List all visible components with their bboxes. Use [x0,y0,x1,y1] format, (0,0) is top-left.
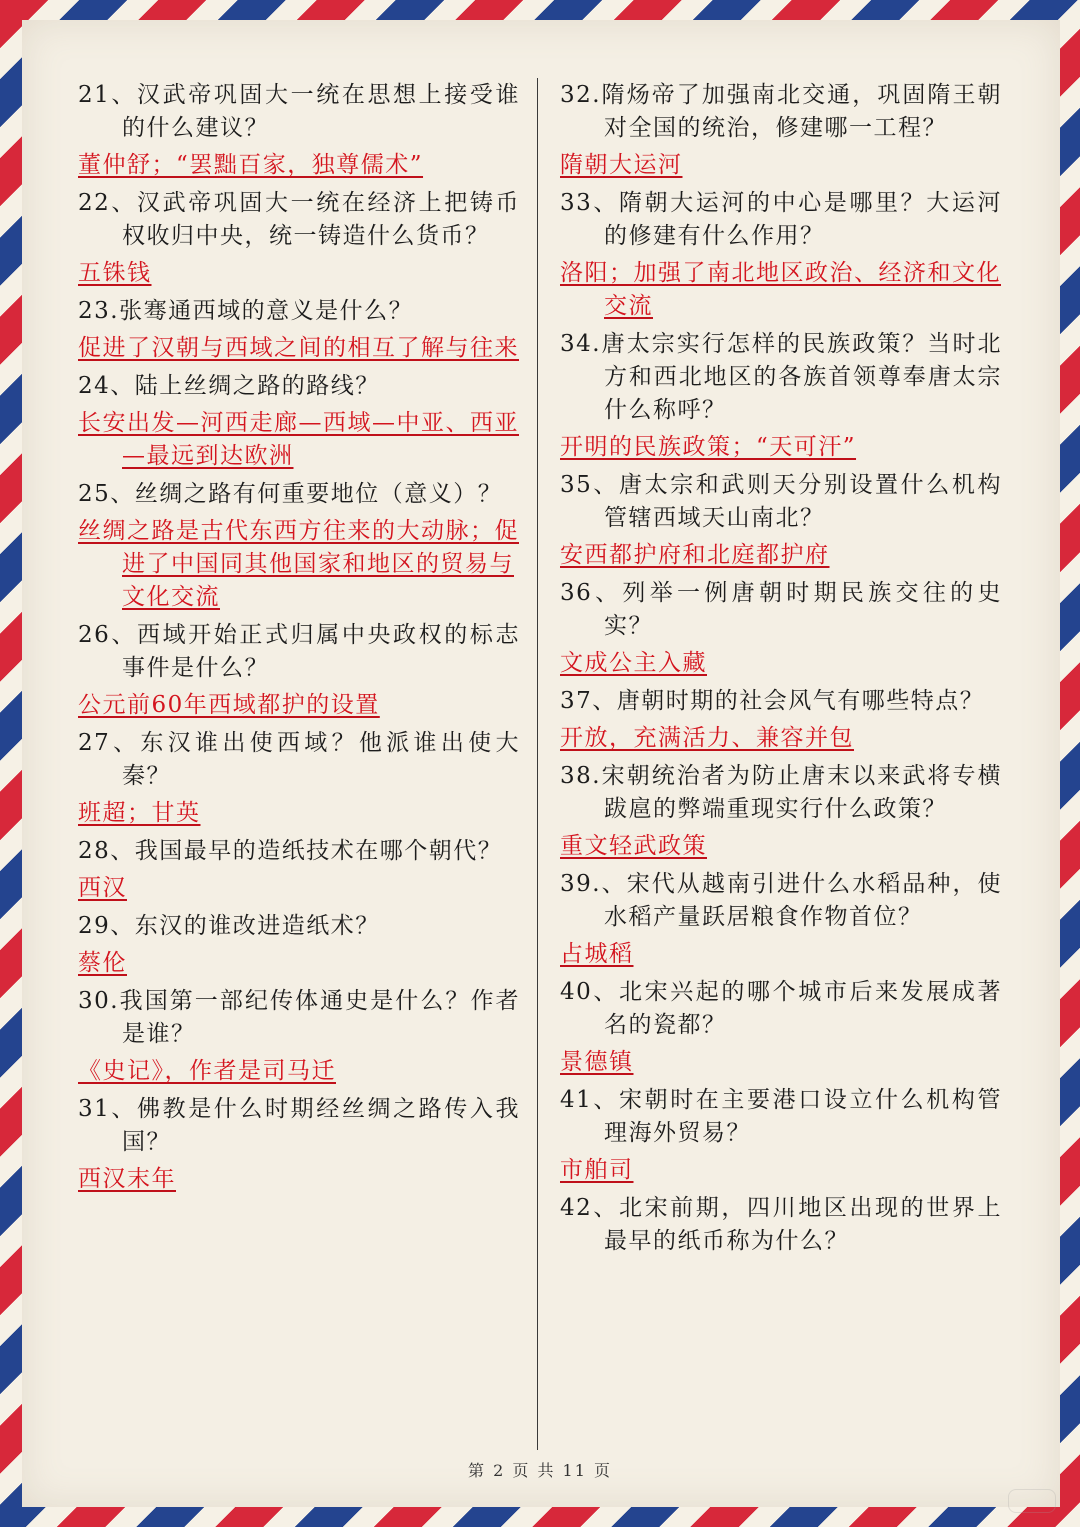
qa-item-40 [560,976,1002,1079]
answer-29: 蔡伦 [78,950,127,976]
left-column [78,74,520,1201]
question-32: 32.隋炀帝了加强南北交通，巩固隋王朝对全国的统治，修建哪一工程？ [560,82,1002,141]
qa-item-23 [78,295,520,365]
question-22: 22、汉武帝巩固大一统在经济上把铸币权收归中央，统一铸造什么货币？ [78,190,520,249]
column-divider [537,78,538,1450]
answer-39: 占城稻 [560,941,634,967]
question-34: 34.唐太宗实行怎样的民族政策？当时北方和西北地区的各族首领尊奉唐太宗什么称呼？ [560,331,1002,423]
answer-30: 《史记》，作者是司马迁 [78,1058,336,1084]
answer-26: 公元前60年西域都护的设置 [78,692,380,718]
answer-34: 开明的民族政策；“天可汗” [560,434,857,460]
qa-item-38 [560,760,1002,863]
question-37: 37、唐朝时期的社会风气有哪些特点？ [560,688,985,714]
watermark-icon [1008,1489,1056,1513]
question-38: 38.宋朝统治者为防止唐末以来武将专横跋扈的弊端重现实行什么政策？ [560,763,1002,822]
qa-item-28 [78,835,520,905]
question-40: 40、北宋兴起的哪个城市后来发展成著名的瓷都？ [560,979,1002,1038]
answer-41: 市舶司 [560,1157,634,1183]
answer-25: 丝绸之路是古代东西方往来的大动脉；促进了中国同其他国家和地区的贸易与文化交流 [78,518,519,610]
right-column [560,74,1002,1262]
answer-40: 景德镇 [560,1049,634,1075]
qa-item-37 [560,685,1002,755]
question-41: 41、宋朝时在主要港口设立什么机构管理海外贸易？ [560,1087,1002,1146]
qa-item-21 [78,79,520,182]
question-30: 30.我国第一部纪传体通史是什么？作者是谁？ [78,988,520,1047]
qa-item-34 [560,328,1002,464]
question-25: 25、丝绸之路有何重要地位（意义）？ [78,481,503,507]
answer-24: 长安出发—河西走廊—西域—中亚、西亚—最远到达欧洲 [78,410,519,469]
answer-23: 促进了汉朝与西域之间的相互了解与往来 [78,335,519,361]
qa-item-22 [78,187,520,290]
question-33: 33、隋朝大运河的中心是哪里？大运河的修建有什么作用？ [560,190,1002,249]
question-27: 27、东汉谁出使西域？他派谁出使大秦？ [78,730,520,789]
qa-item-24 [78,370,520,473]
page-footer: 第 2 页 共 11 页 [468,1461,612,1480]
qa-item-32 [560,79,1002,182]
qa-item-35 [560,469,1002,572]
qa-item-33 [560,187,1002,323]
answer-27: 班超；甘英 [78,800,201,826]
question-21: 21、汉武帝巩固大一统在思想上接受谁的什么建议？ [78,82,520,141]
qa-item-36 [560,577,1002,680]
question-42: 42、北宋前期，四川地区出现的世界上最早的纸币称为什么？ [560,1195,1002,1254]
qa-item-31 [78,1093,520,1196]
answer-28: 西汉 [78,875,127,901]
answer-36: 文成公主入藏 [560,650,707,676]
question-31: 31、佛教是什么时期经丝绸之路传入我国？ [78,1096,520,1155]
question-35: 35、唐太宗和武则天分别设置什么机构管辖西域天山南北？ [560,472,1002,531]
qa-item-42 [560,1192,1002,1258]
qa-item-41 [560,1084,1002,1187]
answer-35: 安西都护府和北庭都护府 [560,542,830,568]
question-26: 26、西域开始正式归属中央政权的标志事件是什么？ [78,622,520,681]
question-36: 36、列举一例唐朝时期民族交往的史实？ [560,580,1002,639]
answer-33: 洛阳；加强了南北地区政治、经济和文化交流 [560,260,1001,319]
question-39: 39.、宋代从越南引进什么水稻品种，使水稻产量跃居粮食作物首位？ [560,871,1002,930]
qa-item-26 [78,619,520,722]
qa-item-27 [78,727,520,830]
qa-item-29 [78,910,520,980]
qa-item-25 [78,478,520,614]
answer-32: 隋朝大运河 [560,152,683,178]
answer-21: 董仲舒；“罢黜百家，独尊儒术” [78,152,424,178]
answer-38: 重文轻武政策 [560,833,707,859]
answer-37: 开放，充满活力、兼容并包 [560,725,854,751]
question-23: 23.张骞通西域的意义是什么？ [78,298,414,324]
answer-22: 五铢钱 [78,260,152,286]
qa-item-30 [78,985,520,1088]
question-29: 29、东汉的谁改进造纸术？ [78,913,380,939]
question-24: 24、陆上丝绸之路的路线？ [78,373,380,399]
answer-31: 西汉末年 [78,1166,176,1192]
qa-item-39 [560,868,1002,971]
question-28: 28、我国最早的造纸技术在哪个朝代？ [78,838,503,864]
